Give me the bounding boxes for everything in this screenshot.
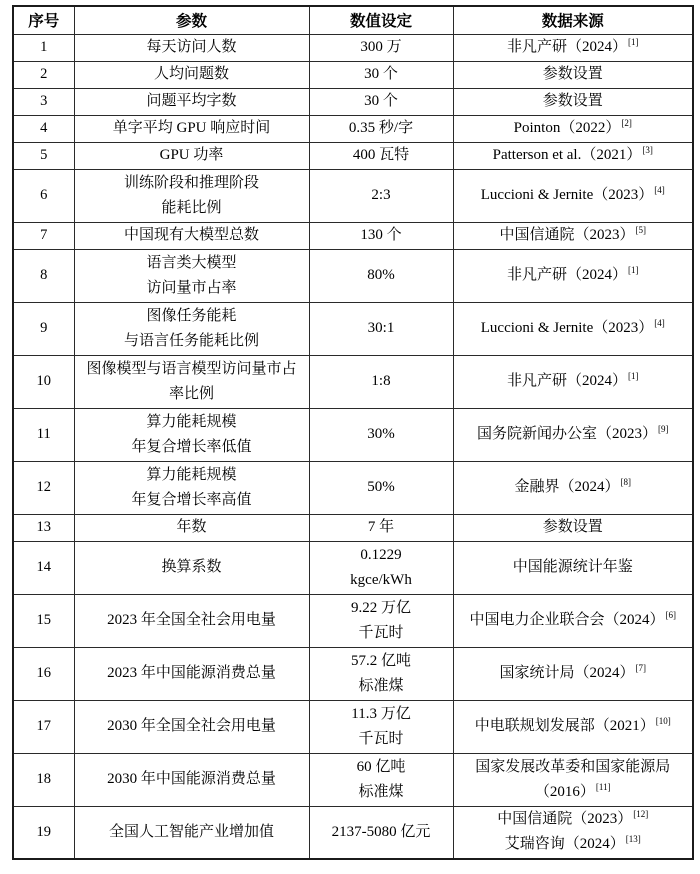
source-line: 国务院新闻办公室（2023）[9] <box>476 424 669 442</box>
parameter-cell <box>74 302 309 355</box>
parameter-cell <box>74 34 309 61</box>
citation-ref: [5] <box>635 225 646 235</box>
row-number-cell: 14 <box>13 541 74 594</box>
parameter-cell-line: 算力能耗规模 <box>146 413 237 430</box>
source-line: 参数设置 <box>542 519 603 535</box>
table-row <box>13 142 693 169</box>
parameter-cell-line: 算力能耗规模 <box>146 466 237 483</box>
row-number-cell: 8 <box>13 249 74 302</box>
value-cell <box>309 142 453 169</box>
value-cell-line: 9.22 万亿 <box>350 599 411 616</box>
table-row <box>13 753 693 806</box>
value-cell <box>309 222 453 249</box>
row-number-cell: 19 <box>13 806 74 859</box>
value-cell <box>309 115 453 142</box>
citation-ref: [1] <box>628 37 639 47</box>
row-number-cell: 11 <box>13 408 74 461</box>
citation-ref: [3] <box>642 145 653 155</box>
value-cell-line: 0.35 秒/字 <box>348 120 414 136</box>
parameter-cell-line: 每天访问人数 <box>146 39 237 55</box>
table-row <box>13 249 693 302</box>
source-cell <box>453 88 693 115</box>
value-cell <box>309 514 453 541</box>
value-cell-line: 标准煤 <box>358 677 404 694</box>
citation-ref: [10] <box>655 716 671 726</box>
table-row <box>13 408 693 461</box>
value-cell-line: 2137-5080 亿元 <box>331 823 431 840</box>
value-cell-line: 7 年 <box>367 519 395 535</box>
source-cell <box>453 34 693 61</box>
value-cell <box>309 461 453 514</box>
row-number-cell: 13 <box>13 514 74 541</box>
parameter-cell-line: 2030 年中国能源消费总量 <box>107 771 276 787</box>
table-row <box>13 302 693 355</box>
parameter-cell-line: 图像任务能耗 <box>146 307 237 324</box>
source-cell <box>453 700 693 753</box>
source-line: 参数设置 <box>542 66 603 82</box>
value-cell <box>309 647 453 700</box>
citation-ref: [7] <box>635 663 646 673</box>
citation-ref: [4] <box>654 185 665 195</box>
parameter-cell-line: 中国现有大模型总数 <box>123 227 259 243</box>
value-cell-line: 0.1229 <box>360 546 402 563</box>
citation-ref: [11] <box>595 781 611 792</box>
citation-ref: [4] <box>654 318 665 328</box>
value-cell-line: 1:8 <box>371 373 391 389</box>
source-line: 非凡产研（2024）[1] <box>506 371 639 389</box>
value-cell <box>309 408 453 461</box>
row-number-cell: 3 <box>13 88 74 115</box>
citation-ref: [6] <box>665 610 676 620</box>
value-cell <box>309 355 453 408</box>
parameter-cell <box>74 647 309 700</box>
parameter-cell <box>74 88 309 115</box>
parameter-cell <box>74 408 309 461</box>
source-line: Luccioni & Jernite（2023）[4] <box>480 185 665 203</box>
parameter-cell <box>74 249 309 302</box>
source-line: Pointon（2022）[2] <box>513 118 632 136</box>
table-row <box>13 461 693 514</box>
row-number-cell: 2 <box>13 61 74 88</box>
source-cell <box>453 169 693 222</box>
parameter-cell <box>74 594 309 647</box>
table-row <box>13 34 693 61</box>
value-cell <box>309 169 453 222</box>
header-row <box>13 6 693 34</box>
row-number-cell: 9 <box>13 302 74 355</box>
row-number-cell: 1 <box>13 34 74 61</box>
source-line: 中国信通院（2023）[5] <box>499 225 646 243</box>
col-header-index: 序号 <box>13 6 74 34</box>
parameter-cell <box>74 514 309 541</box>
table-row <box>13 594 693 647</box>
value-cell-line: 57.2 亿吨 <box>350 652 411 669</box>
source-cell <box>453 355 693 408</box>
row-number-cell: 10 <box>13 355 74 408</box>
value-cell-line: 30 个 <box>364 66 398 82</box>
source-line: 非凡产研（2024）[1] <box>506 265 639 283</box>
value-cell-line: kgce/kWh <box>350 571 412 588</box>
parameter-cell-line: 2023 年全国全社会用电量 <box>107 612 276 628</box>
value-cell <box>309 594 453 647</box>
parameter-cell-line: 率比例 <box>168 385 214 402</box>
col-header-value: 数值设定 <box>309 6 453 34</box>
value-cell-line: 50% <box>367 479 395 495</box>
source-cell <box>453 753 693 806</box>
parameter-cell <box>74 806 309 859</box>
row-number-cell: 18 <box>13 753 74 806</box>
parameter-cell <box>74 700 309 753</box>
parameter-cell-line: 年复合增长率低值 <box>131 438 252 455</box>
parameter-cell <box>74 753 309 806</box>
value-cell-line: 千瓦时 <box>358 730 404 747</box>
source-line: 国家统计局（2024）[7] <box>499 663 646 681</box>
source-cell <box>453 514 693 541</box>
col-header-parameter: 参数 <box>74 6 309 34</box>
parameter-cell <box>74 61 309 88</box>
source-cell <box>453 61 693 88</box>
citation-ref: [12] <box>633 809 649 820</box>
source-line: 艾瑞咨询（2024）[13] <box>504 834 641 853</box>
citation-ref: [1] <box>628 371 639 381</box>
value-cell <box>309 541 453 594</box>
citation-ref: [9] <box>658 424 669 434</box>
parameter-cell <box>74 115 309 142</box>
parameter-cell-line: 人均问题数 <box>153 66 229 82</box>
value-cell <box>309 753 453 806</box>
table-row <box>13 700 693 753</box>
parameter-cell-line: 图像模型与语言模型访问量市占 <box>86 360 297 377</box>
source-line: 中国能源统计年鉴 <box>512 559 633 575</box>
parameter-cell-line: 年数 <box>176 519 207 535</box>
value-cell-line: 30 个 <box>364 93 398 109</box>
parameter-cell-line: 问题平均字数 <box>146 93 237 109</box>
col-header-source: 数据来源 <box>453 6 693 34</box>
parameter-cell-line: 年复合增长率高值 <box>131 491 252 508</box>
table-row <box>13 169 693 222</box>
source-cell <box>453 302 693 355</box>
value-cell-line: 300 万 <box>360 39 402 55</box>
row-number-cell: 15 <box>13 594 74 647</box>
citation-ref: [1] <box>628 265 639 275</box>
source-line: （2016）[11] <box>534 781 611 800</box>
parameter-cell-line: 换算系数 <box>161 559 222 575</box>
source-cell <box>453 806 693 859</box>
value-cell <box>309 61 453 88</box>
parameter-cell <box>74 461 309 514</box>
value-cell-line: 80% <box>367 267 395 283</box>
row-number-cell: 16 <box>13 647 74 700</box>
value-cell-line: 130 个 <box>360 227 402 243</box>
parameter-cell-line: 2023 年中国能源消费总量 <box>107 665 276 681</box>
parameter-cell-line: GPU 功率 <box>159 147 224 163</box>
table-row <box>13 115 693 142</box>
citation-ref: [8] <box>620 477 631 487</box>
value-cell-line: 11.3 万亿 <box>351 705 411 722</box>
parameter-cell <box>74 222 309 249</box>
source-line: 非凡产研（2024）[1] <box>506 37 639 55</box>
source-cell <box>453 249 693 302</box>
citation-ref: [13] <box>625 834 641 845</box>
parameter-cell-line: 语言类大模型 <box>146 254 237 271</box>
value-cell-line: 千瓦时 <box>358 624 404 641</box>
source-cell <box>453 408 693 461</box>
source-cell <box>453 461 693 514</box>
row-number-cell: 6 <box>13 169 74 222</box>
source-cell <box>453 647 693 700</box>
parameter-cell <box>74 142 309 169</box>
value-cell-line: 60 亿吨 <box>356 758 406 775</box>
row-number-cell: 4 <box>13 115 74 142</box>
parameters-table <box>12 5 694 860</box>
table-row <box>13 61 693 88</box>
source-cell <box>453 594 693 647</box>
value-cell-line: 30% <box>367 426 395 442</box>
value-cell <box>309 249 453 302</box>
source-cell <box>453 142 693 169</box>
source-cell <box>453 541 693 594</box>
source-line: 中国电力企业联合会（2024）[6] <box>469 610 676 628</box>
parameter-cell-line: 全国人工智能产业增加值 <box>108 823 274 840</box>
row-number-cell: 5 <box>13 142 74 169</box>
value-cell <box>309 700 453 753</box>
source-line: 国家发展改革委和国家能源局 <box>475 758 671 775</box>
value-cell-line: 标准煤 <box>358 783 404 800</box>
parameter-cell <box>74 355 309 408</box>
parameter-cell <box>74 169 309 222</box>
parameter-cell-line: 访问量市占率 <box>146 279 237 296</box>
source-cell <box>453 222 693 249</box>
row-number-cell: 12 <box>13 461 74 514</box>
source-line: 中国信通院（2023）[12] <box>497 809 649 828</box>
table-row <box>13 222 693 249</box>
value-cell-line: 2:3 <box>371 187 391 203</box>
source-line: Patterson et al.（2021）[3] <box>492 145 653 163</box>
source-cell <box>453 115 693 142</box>
row-number-cell: 7 <box>13 222 74 249</box>
value-cell <box>309 88 453 115</box>
parameter-cell-line: 训练阶段和推理阶段 <box>123 174 259 191</box>
parameter-cell-line: 能耗比例 <box>161 199 222 216</box>
source-line: 参数设置 <box>542 93 603 109</box>
row-number-cell: 17 <box>13 700 74 753</box>
table-row <box>13 514 693 541</box>
source-line: 中电联规划发展部（2021）[10] <box>474 716 671 734</box>
value-cell <box>309 34 453 61</box>
table-row <box>13 355 693 408</box>
table-row <box>13 806 693 859</box>
parameter-cell <box>74 541 309 594</box>
value-cell-line: 30:1 <box>367 320 395 336</box>
table-row <box>13 647 693 700</box>
parameter-cell-line: 2030 年全国全社会用电量 <box>107 718 276 734</box>
value-cell <box>309 806 453 859</box>
citation-ref: [2] <box>621 118 632 128</box>
parameter-cell-line: 单字平均 GPU 响应时间 <box>112 120 271 136</box>
source-line: 金融界（2024）[8] <box>514 477 631 495</box>
table-row <box>13 88 693 115</box>
value-cell-line: 400 瓦特 <box>352 147 410 163</box>
value-cell <box>309 302 453 355</box>
source-line: Luccioni & Jernite（2023）[4] <box>480 318 665 336</box>
parameter-cell-line: 与语言任务能耗比例 <box>123 332 259 349</box>
table-row <box>13 541 693 594</box>
